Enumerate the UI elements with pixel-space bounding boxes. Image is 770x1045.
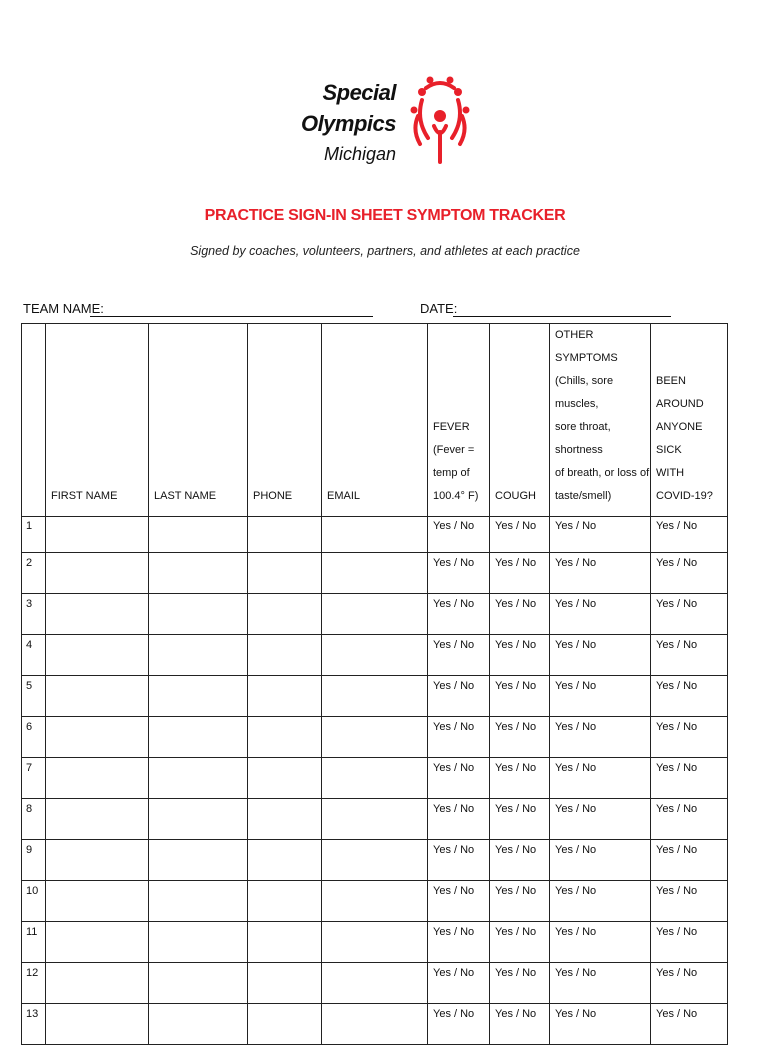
around-sick-yes-no[interactable]: Yes / No: [651, 676, 728, 717]
other-symptoms-yes-no[interactable]: Yes / No: [550, 758, 651, 799]
first-name-cell[interactable]: [46, 799, 149, 840]
row-number: 9: [22, 840, 46, 881]
phone-cell[interactable]: [248, 881, 322, 922]
header-fever-line: 100.4° F): [433, 490, 479, 502]
cough-yes-no[interactable]: Yes / No: [490, 1004, 550, 1045]
around-sick-yes-no[interactable]: Yes / No: [651, 922, 728, 963]
first-name-cell[interactable]: [46, 594, 149, 635]
header-other-line: taste/smell): [555, 490, 612, 502]
fever-yes-no[interactable]: Yes / No: [428, 1004, 490, 1045]
row-number: 2: [22, 553, 46, 594]
row-number: 12: [22, 963, 46, 1004]
header-other-line: (Chills, sore muscles,: [555, 375, 614, 410]
table-row: [22, 799, 728, 840]
phone-cell[interactable]: [248, 635, 322, 676]
table-row: [22, 553, 728, 594]
row-number: 10: [22, 881, 46, 922]
row-number: 8: [22, 799, 46, 840]
fever-yes-no[interactable]: Yes / No: [428, 635, 490, 676]
first-name-cell[interactable]: [46, 717, 149, 758]
header-num: [22, 324, 46, 517]
email-cell[interactable]: [322, 717, 428, 758]
last-name-cell[interactable]: [149, 881, 248, 922]
first-name-cell[interactable]: [46, 963, 149, 1004]
email-cell[interactable]: [322, 1004, 428, 1045]
table-row: [22, 1004, 728, 1045]
around-sick-yes-no[interactable]: Yes / No: [651, 635, 728, 676]
last-name-cell[interactable]: [149, 676, 248, 717]
fever-yes-no[interactable]: Yes / No: [428, 840, 490, 881]
around-sick-yes-no[interactable]: Yes / No: [651, 758, 728, 799]
fever-yes-no[interactable]: Yes / No: [428, 963, 490, 1004]
table-row: [22, 758, 728, 799]
special-olympics-emblem-icon: [408, 70, 472, 170]
fever-yes-no[interactable]: Yes / No: [428, 881, 490, 922]
email-cell[interactable]: [322, 799, 428, 840]
header-other-line: of breath, or loss of: [555, 467, 650, 479]
header-fever-line: temp of: [433, 467, 470, 479]
fever-yes-no[interactable]: Yes / No: [428, 717, 490, 758]
row-number: 4: [22, 635, 46, 676]
phone-cell[interactable]: [248, 717, 322, 758]
first-name-cell[interactable]: [46, 758, 149, 799]
other-symptoms-yes-no[interactable]: Yes / No: [550, 799, 651, 840]
table-row: [22, 635, 728, 676]
email-cell[interactable]: [322, 594, 428, 635]
phone-cell[interactable]: [248, 676, 322, 717]
cough-yes-no[interactable]: Yes / No: [490, 963, 550, 1004]
phone-cell[interactable]: [248, 963, 322, 1004]
header-around-line: WITH: [656, 467, 685, 479]
header-phone: PHONE: [248, 324, 322, 517]
logo-line-special: Special: [322, 80, 396, 105]
around-sick-yes-no[interactable]: Yes / No: [651, 799, 728, 840]
special-olympics-logo: [300, 70, 480, 180]
page-title: PRACTICE SIGN-IN SHEET SYMPTOM TRACKER: [204, 207, 566, 224]
header-fever-line: FEVER: [433, 421, 470, 433]
row-number: 7: [22, 758, 46, 799]
first-name-cell[interactable]: [46, 517, 149, 553]
cough-yes-no[interactable]: Yes / No: [490, 635, 550, 676]
header-other-line: OTHER SYMPTOMS: [555, 329, 618, 364]
email-cell[interactable]: [322, 840, 428, 881]
phone-cell[interactable]: [248, 922, 322, 963]
header-email: EMAIL: [322, 324, 428, 517]
header-other-symptoms: [550, 324, 651, 517]
email-cell[interactable]: [322, 963, 428, 1004]
other-symptoms-yes-no[interactable]: Yes / No: [550, 881, 651, 922]
header-around-line: BEEN AROUND: [656, 375, 704, 410]
last-name-cell[interactable]: [149, 517, 248, 553]
first-name-cell[interactable]: [46, 922, 149, 963]
header-other-line: sore throat, shortness: [555, 421, 611, 456]
first-name-cell[interactable]: [46, 635, 149, 676]
header-last-name: LAST NAME: [149, 324, 248, 517]
around-sick-yes-no[interactable]: Yes / No: [651, 553, 728, 594]
team-name-field[interactable]: [90, 316, 373, 317]
last-name-cell[interactable]: [149, 717, 248, 758]
other-symptoms-yes-no[interactable]: Yes / No: [550, 963, 651, 1004]
cough-yes-no[interactable]: Yes / No: [490, 840, 550, 881]
last-name-cell[interactable]: [149, 799, 248, 840]
row-number: 3: [22, 594, 46, 635]
other-symptoms-yes-no[interactable]: Yes / No: [550, 840, 651, 881]
phone-cell[interactable]: [248, 1004, 322, 1045]
cough-yes-no[interactable]: Yes / No: [490, 922, 550, 963]
fever-yes-no[interactable]: Yes / No: [428, 799, 490, 840]
cough-yes-no[interactable]: Yes / No: [490, 881, 550, 922]
fever-yes-no[interactable]: Yes / No: [428, 758, 490, 799]
around-sick-yes-no[interactable]: Yes / No: [651, 963, 728, 1004]
header-cough: COUGH: [490, 324, 550, 517]
other-symptoms-yes-no[interactable]: Yes / No: [550, 1004, 651, 1045]
phone-cell[interactable]: [248, 594, 322, 635]
first-name-cell[interactable]: [46, 676, 149, 717]
table-row: [22, 717, 728, 758]
cough-yes-no[interactable]: Yes / No: [490, 553, 550, 594]
first-name-cell[interactable]: [46, 840, 149, 881]
phone-cell[interactable]: [248, 517, 322, 553]
email-cell[interactable]: [322, 922, 428, 963]
phone-cell[interactable]: [248, 553, 322, 594]
email-cell[interactable]: [322, 517, 428, 553]
last-name-cell[interactable]: [149, 1004, 248, 1045]
around-sick-yes-no[interactable]: Yes / No: [651, 1004, 728, 1045]
team-name-label: TEAM NAME:: [23, 301, 104, 316]
header-fever-line: (Fever =: [433, 444, 475, 456]
row-number: 11: [22, 922, 46, 963]
other-symptoms-yes-no[interactable]: Yes / No: [550, 676, 651, 717]
header-been-around-sick: [651, 324, 728, 517]
other-symptoms-yes-no[interactable]: Yes / No: [550, 635, 651, 676]
date-label: DATE:: [420, 301, 458, 316]
email-cell[interactable]: [322, 881, 428, 922]
page-subtitle: Signed by coaches, volunteers, partners, and athletes at each practice: [190, 244, 580, 258]
row-number: 5: [22, 676, 46, 717]
last-name-cell[interactable]: [149, 594, 248, 635]
last-name-cell[interactable]: [149, 922, 248, 963]
table-row: [22, 881, 728, 922]
around-sick-yes-no[interactable]: Yes / No: [651, 717, 728, 758]
cough-yes-no[interactable]: Yes / No: [490, 594, 550, 635]
other-symptoms-yes-no[interactable]: Yes / No: [550, 594, 651, 635]
fever-yes-no[interactable]: Yes / No: [428, 594, 490, 635]
other-symptoms-yes-no[interactable]: Yes / No: [550, 717, 651, 758]
email-cell[interactable]: [322, 758, 428, 799]
row-number: 13: [22, 1004, 46, 1045]
email-cell[interactable]: [322, 635, 428, 676]
last-name-cell[interactable]: [149, 553, 248, 594]
other-symptoms-yes-no[interactable]: Yes / No: [550, 553, 651, 594]
last-name-cell[interactable]: [149, 758, 248, 799]
table-row: [22, 676, 728, 717]
header-around-line: COVID-19?: [656, 490, 713, 502]
header-fever: [428, 324, 490, 517]
header-around-line: ANYONE SICK: [656, 421, 703, 456]
first-name-cell[interactable]: [46, 1004, 149, 1045]
last-name-cell[interactable]: [149, 635, 248, 676]
first-name-cell[interactable]: [46, 553, 149, 594]
fever-yes-no[interactable]: Yes / No: [428, 922, 490, 963]
fever-yes-no[interactable]: Yes / No: [428, 517, 490, 553]
fever-yes-no[interactable]: Yes / No: [428, 676, 490, 717]
row-number: 6: [22, 717, 46, 758]
last-name-cell[interactable]: [149, 963, 248, 1004]
email-cell[interactable]: [322, 676, 428, 717]
table-row: [22, 517, 728, 553]
first-name-cell[interactable]: [46, 881, 149, 922]
cough-yes-no[interactable]: Yes / No: [490, 717, 550, 758]
email-cell[interactable]: [322, 553, 428, 594]
other-symptoms-yes-no[interactable]: Yes / No: [550, 922, 651, 963]
around-sick-yes-no[interactable]: Yes / No: [651, 517, 728, 553]
cough-yes-no[interactable]: Yes / No: [490, 799, 550, 840]
table-row: [22, 963, 728, 1004]
row-number: 1: [22, 517, 46, 553]
around-sick-yes-no[interactable]: Yes / No: [651, 594, 728, 635]
phone-cell[interactable]: [248, 840, 322, 881]
fever-yes-no[interactable]: Yes / No: [428, 553, 490, 594]
table-row: [22, 840, 728, 881]
around-sick-yes-no[interactable]: Yes / No: [651, 881, 728, 922]
other-symptoms-yes-no[interactable]: Yes / No: [550, 517, 651, 553]
logo-line-michigan: Michigan: [323, 144, 396, 164]
last-name-cell[interactable]: [149, 840, 248, 881]
phone-cell[interactable]: [248, 758, 322, 799]
phone-cell[interactable]: [248, 799, 322, 840]
cough-yes-no[interactable]: Yes / No: [490, 676, 550, 717]
cough-yes-no[interactable]: Yes / No: [490, 758, 550, 799]
header-first-name: FIRST NAME: [46, 324, 149, 517]
sign-in-table: [21, 323, 728, 1045]
table-row: [22, 594, 728, 635]
logo-line-olympics: Olympics: [300, 111, 396, 136]
around-sick-yes-no[interactable]: Yes / No: [651, 840, 728, 881]
date-field[interactable]: [453, 316, 671, 317]
table-row: [22, 922, 728, 963]
cough-yes-no[interactable]: Yes / No: [490, 517, 550, 553]
